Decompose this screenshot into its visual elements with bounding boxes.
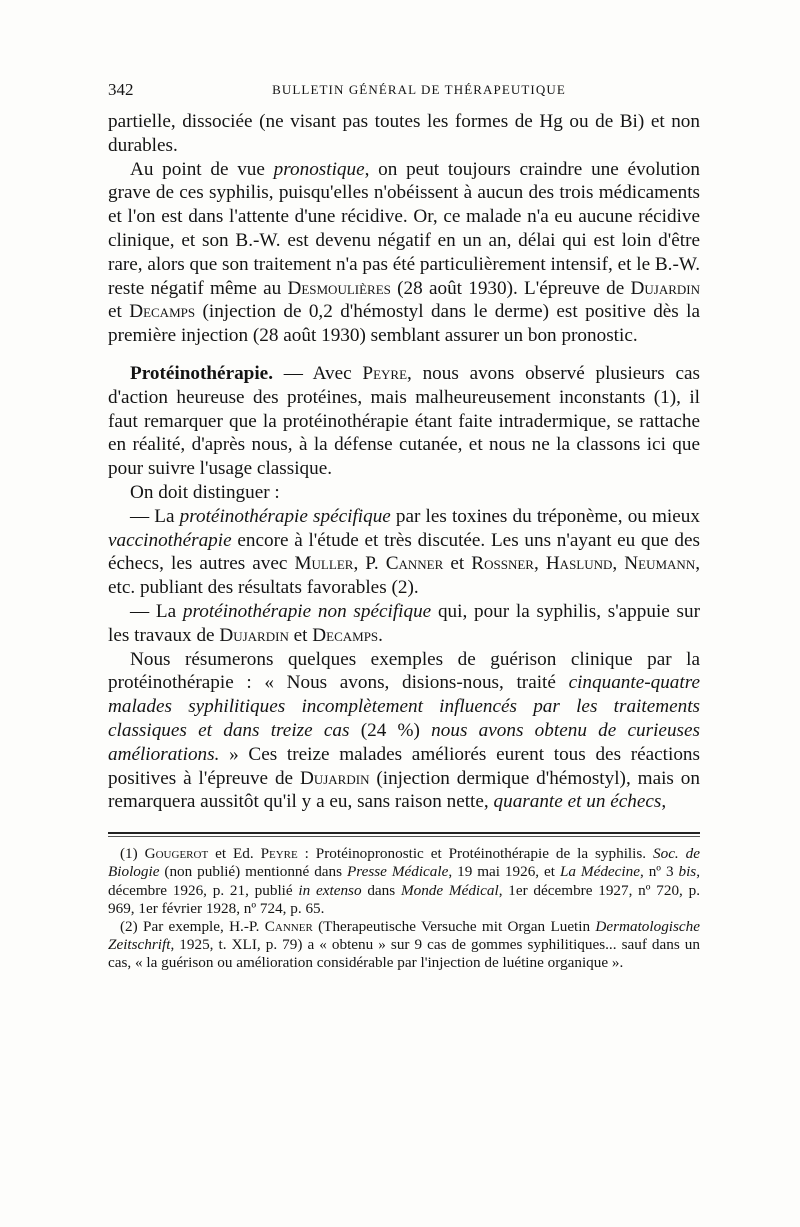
author-name: Gougerot [144, 845, 209, 863]
page-number: 342 [108, 80, 134, 99]
author-name: Desmoulières [287, 277, 391, 299]
text-span: partielle, dissociée (ne visant pas toutes les formes de Hg ou de Bi) et non durables. [108, 111, 700, 156]
author-name: Dujardin [299, 767, 370, 789]
text-span: dans [361, 881, 401, 899]
italic-quote: nous avons obtenu de curieuses améliorations. [108, 719, 700, 765]
paragraph-continuation [108, 110, 700, 158]
text-span: et Ed. [208, 845, 261, 863]
text-span: (28 août 1930). L'épreuve de [390, 277, 631, 299]
italic-term: protéinothérapie spécifique [179, 505, 391, 527]
text-span: (injection dermique d'hémostyl), mais on remarquera aussitôt qu'il y a eu, sans raison nette, [108, 767, 700, 813]
author-name: Muller [294, 553, 354, 575]
paragraph-distinguer [108, 481, 700, 505]
footnote-2 [108, 918, 700, 973]
text-span: Au point de vue [130, 158, 274, 180]
page-header [108, 74, 700, 102]
text-span: : Protéinopronostic et Protéinothérapie de la syphilis. [297, 845, 653, 863]
text-span: , nº 3 [639, 863, 679, 881]
journal-title: Presse Médicale [346, 863, 449, 881]
text-span: et [443, 553, 472, 575]
text-span: . [378, 624, 383, 646]
footnote-divider-thin [108, 836, 700, 837]
text-span: — Avec [273, 362, 363, 384]
text-span: , [661, 791, 667, 813]
text-span: , 1925, t. XLI, p. 79) a « obtenu » sur 9 cas de gommes syphilitiques... sauf dans un cas, « la guérison ou amélioration considérable par l'injection de luétine organique ». [108, 936, 700, 972]
author-name: Decamps [129, 301, 196, 323]
italic-term: in extenso [298, 881, 362, 899]
footnote-1 [108, 845, 700, 918]
author-name: Canner [264, 917, 313, 935]
running-title: BULLETIN GÉNÉRAL DE THÉRAPEUTIQUE [272, 82, 566, 97]
text-span: — La [130, 600, 183, 622]
text-span: , P. [353, 553, 386, 575]
paragraph-proteinotherapie [108, 362, 700, 481]
italic-term: vaccinothérapie [108, 529, 232, 551]
text-span: , 19 mai 1926, et [448, 863, 560, 881]
text-span: , [612, 553, 625, 575]
text-span: , nous avons observé plusieurs cas d'action heureuse des protéines, mais malheureusement inconstants (1), il faut remarquer que la protéinothérapie étant faite intradermique, se rattache en réalité, d'après nous, à la défense cutanée, et nous ne la classons ici que pour suivre l'usage classique. [108, 362, 701, 480]
author-name: Neumann [624, 553, 696, 575]
body-text [108, 110, 700, 814]
text-span: , on peut toujours craindre une évolution grave de ces syphilis, puisqu'elles n'obéissent à aucun des trois médicaments et l'on est dans l'attente d'une récidive. Or, ce malade n'a eu aucune récidive clinique, et son B.-W. est devenu négatif en un an, délai qui est loin d'être rare, alors que son traitement n'a pas été particulièrement intensif, et le B.-W. reste négatif même au [108, 158, 701, 299]
text-span: par les toxines du tréponème, ou mieux [390, 505, 700, 527]
text-span: , 1er décembre 1927, nº 720, p. 969, 1er février 1928, nº 724, p. 65. [108, 881, 701, 917]
text-span: et [108, 301, 130, 323]
paragraph-pronostic [108, 158, 700, 348]
journal-title: Dermatologische Zeitschrift [108, 917, 700, 954]
text-span: (Therapeutische Versuche mit Organ Luetin [312, 917, 596, 935]
text-span: , décembre 1926, p. 21, publié [108, 863, 701, 899]
journal-title: La Médecine [559, 863, 640, 881]
italic-term: quarante et un échecs [493, 791, 662, 813]
text-span: encore à l'étude et très discutée. Les uns n'ayant eu que des échecs, les autres avec [108, 529, 700, 575]
italic-term: protéinothérapie non spécifique [182, 600, 432, 622]
paragraph-exemples [108, 648, 700, 815]
author-name: Rossner [471, 553, 534, 575]
journal-title: Monde Médical [400, 881, 499, 899]
italic-term: pronostique [273, 158, 365, 180]
italic-quote: cinquante-quatre malades syphilitiques incomplètement influencés par les traitements classiques et dans treize cas [108, 672, 700, 741]
text-span: (24 %) [349, 719, 432, 741]
page-content [108, 74, 700, 973]
paragraph-specifique [108, 505, 700, 600]
author-name: Peyre [362, 362, 408, 384]
text-span: (injection de 0,2 d'hémostyl dans le derme) est positive dès la première injection (28 août 1930) semblant assurer un bon pronostic. [108, 301, 700, 347]
text-span: (1) [120, 845, 145, 863]
author-name: Canner [385, 553, 444, 575]
text-span: Nous résumerons quelques exemples de guérison clinique par la protéinothérapie : « Nous avons, disions-nous, traité [108, 648, 700, 694]
text-span: , [533, 553, 546, 575]
section-heading: Protéinothérapie. [130, 362, 273, 384]
text-span: — La [130, 505, 180, 527]
text-span: (2) Par exemple, H.-P. [120, 917, 265, 935]
author-name: Haslund [545, 553, 613, 575]
text-span: qui, pour la syphilis, s'appuie sur les travaux de [108, 600, 700, 646]
author-name: Dujardin [219, 624, 289, 646]
author-name: Peyre [260, 845, 298, 863]
footnotes [108, 845, 700, 972]
journal-title: Soc. de Biologie [108, 845, 700, 881]
text-span: On doit distinguer : [130, 481, 280, 503]
author-name: Decamps [312, 624, 379, 646]
text-span: et [288, 624, 313, 646]
text-span: (non publié) mentionné dans [159, 863, 347, 881]
paragraph-non-specifique [108, 600, 700, 648]
author-name: Dujardin [630, 277, 701, 299]
text-span: » Ces treize malades améliorés eurent tous des réactions positives à l'épreuve de [108, 743, 700, 789]
text-span: , etc. publiant des résultats favorables (2). [108, 553, 701, 599]
italic-term: bis [678, 863, 697, 881]
footnote-divider [108, 832, 700, 834]
